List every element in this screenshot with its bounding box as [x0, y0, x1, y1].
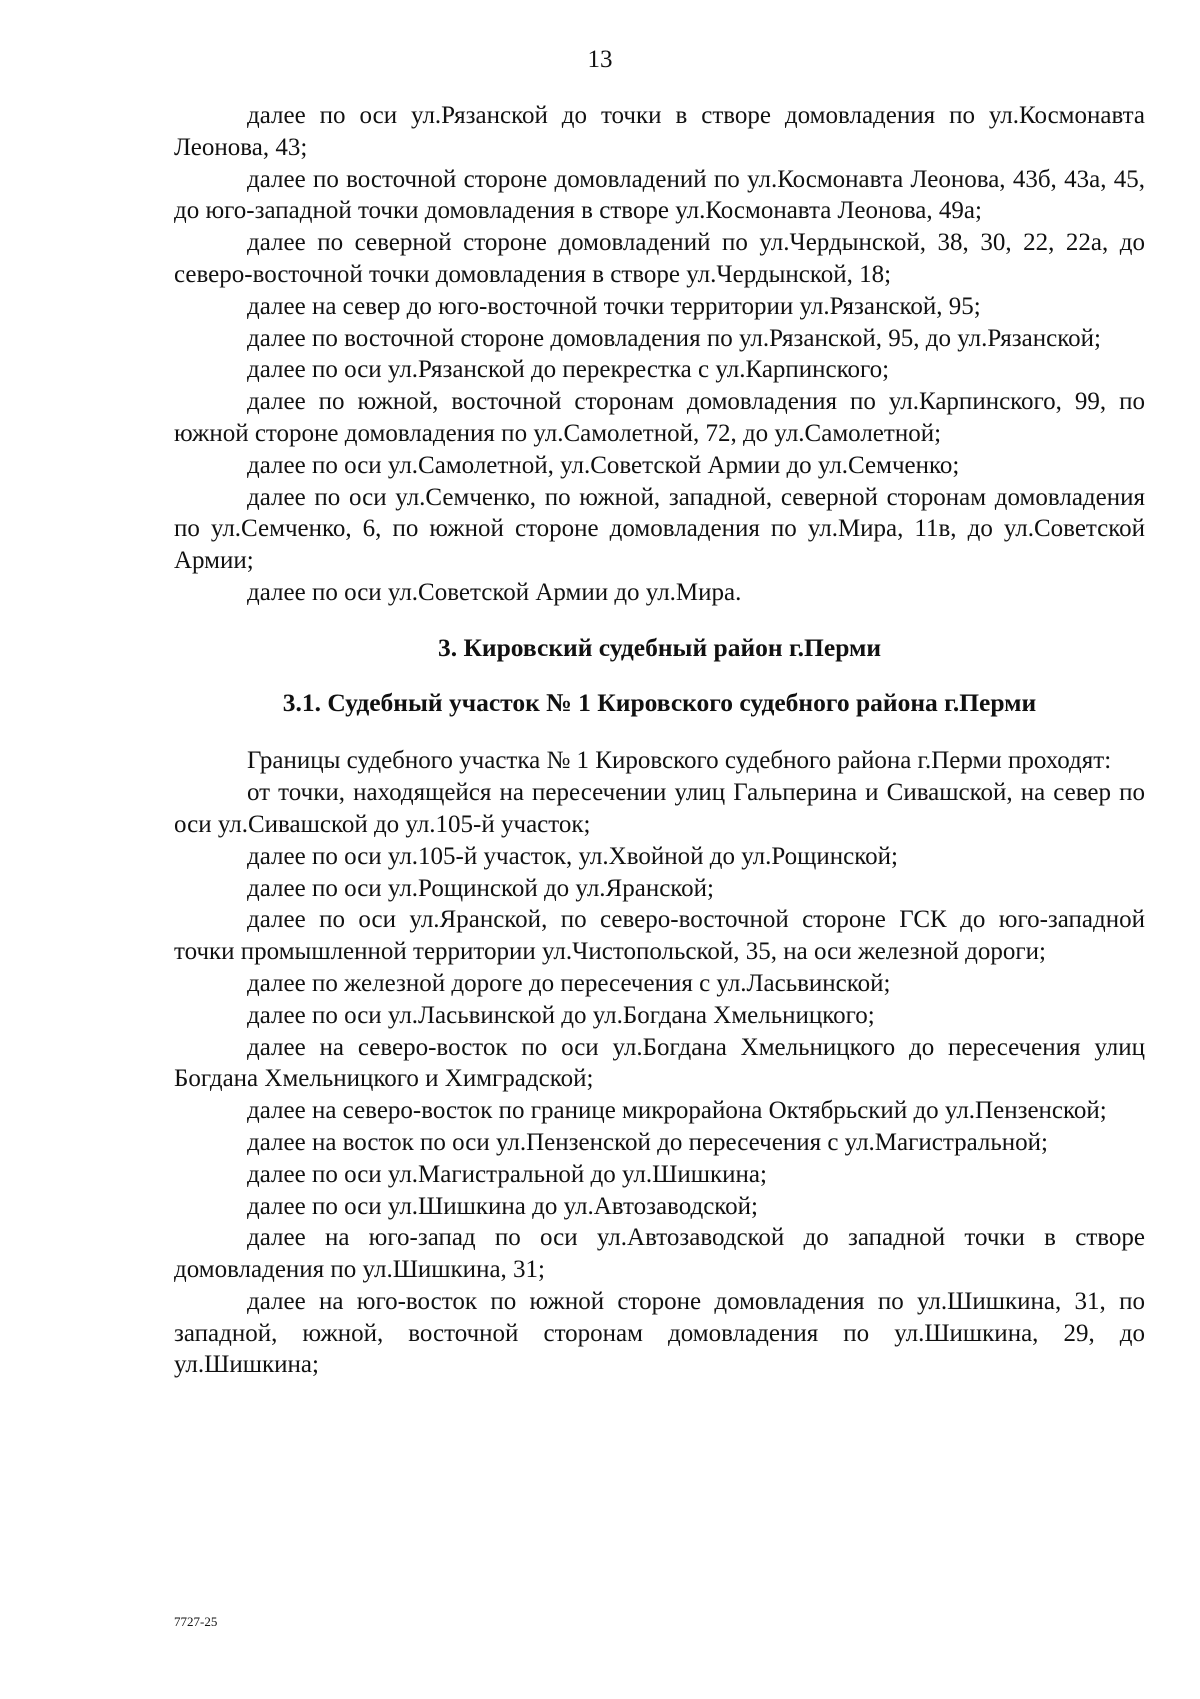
boundary-paragraph: далее по оси ул.Шишкина до ул.Автозаводской; [247, 1192, 758, 1220]
boundary-paragraph: далее по оси ул.Яранской, по северо-восточной стороне ГСК до юго-западной точки промышленной территории ул.Чистопольской, 35, на оси железной дороги; [174, 906, 1145, 966]
plot-heading: 3.1. Судебный участок № 1 Кировского судебного района г.Перми [282, 687, 1037, 717]
boundary-paragraph: далее на юго-восток по южной стороне домовладения по ул.Шишкина, 31, по западной, южной, восточной сторонам домовладения по ул.Шишкина, 29, до ул.Шишкина; [174, 1287, 1145, 1379]
boundary-paragraph: далее по оси ул.Рощинской до ул.Яранской; [247, 874, 714, 902]
boundary-paragraph: далее по железной дороге до пересечения с ул.Ласьвинской; [247, 969, 891, 997]
document-body [174, 100, 1145, 1381]
boundary-paragraph: далее по восточной стороне домовладений по ул.Космонавта Леонова, 43б, 43а, 45, до юго-западной точки домовладения в створе ул.Космонавта Леонова, 49а; [174, 165, 1145, 225]
boundary-paragraph: далее на север до юго-восточной точки территории ул.Рязанской, 95; [247, 292, 981, 320]
boundary-paragraph: далее по оси ул.Советской Армии до ул.Мира. [247, 578, 742, 606]
boundary-paragraph: Границы судебного участка № 1 Кировского судебного района г.Перми проходят: [247, 747, 1112, 775]
previous-section-boundary [174, 100, 1145, 609]
plot-boundary [174, 745, 1145, 1381]
boundary-paragraph: далее на юго-запад по оси ул.Автозаводской до западной точки в створе домовладения по ул.Шишкина, 31; [174, 1224, 1145, 1284]
boundary-paragraph: далее по южной, восточной сторонам домовладения по ул.Карпинского, 99, по южной стороне домовладения по ул.Самолетной, 72, до ул.Самолетной; [174, 388, 1145, 447]
boundary-paragraph: далее по оси ул.Ласьвинской до ул.Богдана Хмельницкого; [247, 1001, 875, 1029]
boundary-paragraph: от точки, находящейся на пересечении улиц Гальперина и Сивашской, на север по оси ул.Сивашской до ул.105-й участок; [174, 779, 1145, 838]
boundary-paragraph: далее на северо-восток по границе микрорайона Октябрьский до ул.Пензенской; [247, 1097, 1107, 1125]
boundary-paragraph: далее по оси ул.105-й участок, ул.Хвойной до ул.Рощинской; [247, 842, 898, 870]
boundary-paragraph: далее по оси ул.Рязанской до точки в створе домовладения по ул.Космонавта Леонова, 43; [174, 102, 1145, 161]
boundary-paragraph: далее на восток по оси ул.Пензенской до пересечения с ул.Магистральной; [247, 1128, 1048, 1156]
boundary-paragraph: далее по оси ул.Самолетной, ул.Советской Армии до ул.Семченко; [247, 451, 960, 479]
boundary-paragraph: далее по восточной стороне домовладения по ул.Рязанской, 95, до ул.Рязанской; [247, 324, 1101, 352]
page-number: 13 [587, 46, 613, 73]
district-heading: 3. Кировский судебный район г.Перми [437, 632, 882, 662]
document-code: 7727-25 [174, 1614, 218, 1629]
boundary-paragraph: далее по оси ул.Семченко, по южной, западной, северной сторонам домовладения по ул.Семченко, 6, по южной стороне домовладения по ул.Мира, 11в, до ул.Советской Армии; [174, 483, 1145, 575]
boundary-paragraph: далее по оси ул.Рязанской до перекрестка с ул.Карпинского; [247, 356, 890, 384]
boundary-paragraph: далее на северо-восток по оси ул.Богдана Хмельницкого до пересечения улиц Богдана Хмельницкого и Химградской; [174, 1033, 1145, 1093]
boundary-paragraph: далее по северной стороне домовладений по ул.Чердынской, 38, 30, 22, 22а, до северо-восточной точки домовладения в створе ул.Чердынской, 18; [174, 229, 1145, 288]
boundary-paragraph: далее по оси ул.Магистральной до ул.Шишкина; [247, 1160, 767, 1188]
